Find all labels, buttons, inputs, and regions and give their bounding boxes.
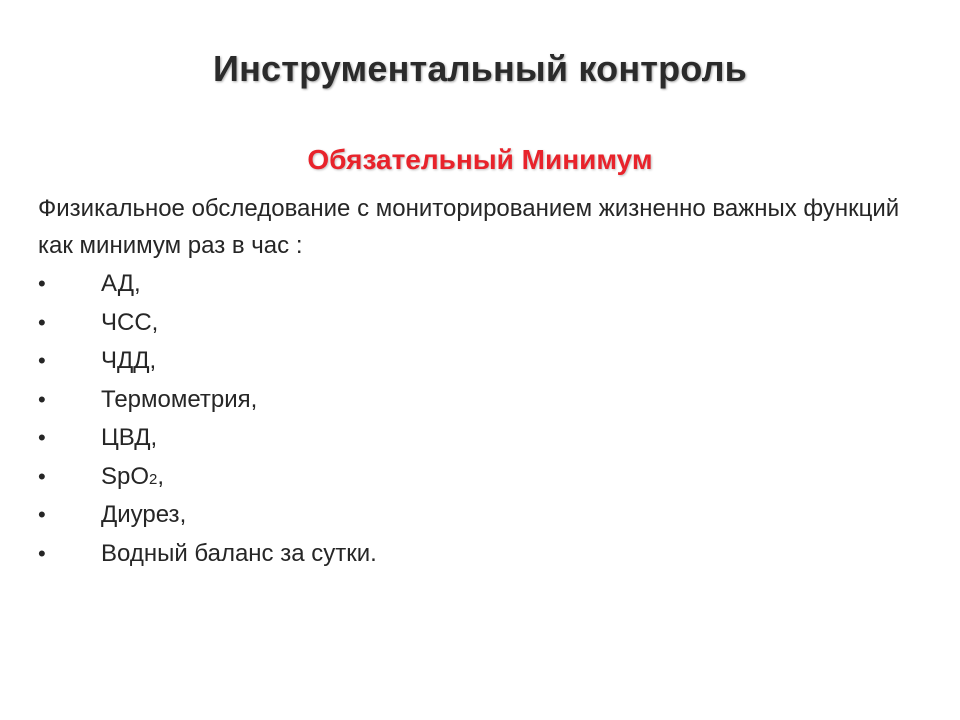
spo2-tail: , (157, 462, 165, 490)
bullet-icon: • (38, 502, 46, 527)
bullet-text: Термометрия, (101, 385, 258, 413)
bullet-text: ЧДД, (101, 347, 157, 374)
bullet-icon: • (38, 386, 46, 412)
spo2-main: SpO (101, 462, 150, 490)
bullet-text: ЧСС, (101, 308, 159, 336)
bullet-icon: • (38, 271, 46, 296)
bullet-icon: • (38, 348, 46, 373)
bullet-text-spo2 (101, 458, 164, 500)
bullet-text: АД, (101, 270, 141, 297)
bullet-text: ЦВД, (101, 424, 158, 451)
intro-paragraph: Физикальное обследование с мониторированием жизненно важных функций как минимум раз в час : (38, 195, 900, 259)
slide-subtitle: Обязательный Минимум (307, 144, 653, 175)
bullet-text: Водный баланс за сутки. (101, 539, 377, 567)
spo2-subscript: 2 (149, 470, 158, 488)
bullet-text: Диурез, (101, 501, 187, 528)
bullet-icon: • (38, 463, 46, 489)
bullet-icon: • (38, 309, 46, 335)
bullet-icon: • (38, 540, 46, 566)
slide-title: Инструментальный контроль (213, 48, 747, 89)
bullet-icon: • (38, 425, 46, 450)
